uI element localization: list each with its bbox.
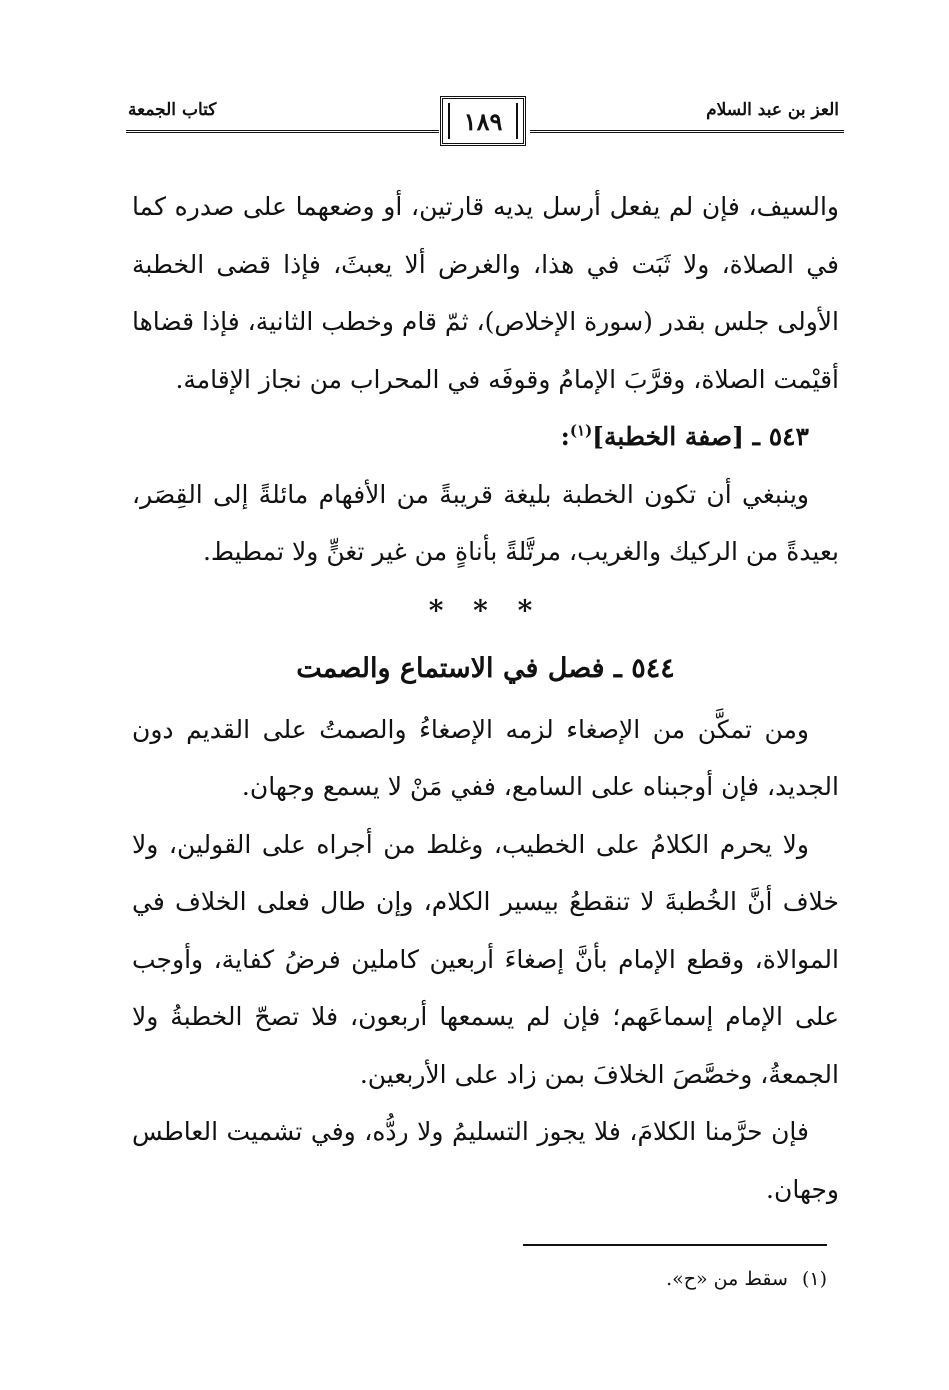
footnote-number: (١) xyxy=(801,1268,827,1290)
footnote-reference: (١) xyxy=(569,421,593,440)
paragraph-speech-ruling: ولا يحرم الكلامُ على الخطيب، وغلط من أجراه على القولين، ولا خلاف أنَّ الخُطبةَ لا تنقطعُ بيسير الكلام، وإن طال فعلى الخلاف في الموالاة، وقطع الإمام بأنَّ إصغاءَ أربعين كاملين فرضُ كفاية، وأوجب على الإمام إسماعَهم؛ فإن لم يسمعها أربعون، فلا تصحّ الخطبةُ ولا الجمعةُ، وخصَّصَ الخلافَ بمن زاد على الأربعين. xyxy=(132,829,839,1089)
running-header-book: كتاب الجمعة xyxy=(128,100,217,120)
footnote-separator xyxy=(523,1244,827,1246)
footnote xyxy=(666,1264,827,1294)
page-number-frame xyxy=(440,96,526,146)
header-rule-left xyxy=(126,130,439,133)
paragraph-khutba-quality: وينبغي أن تكون الخطبة بليغة قريبةً من الأفهام مائلةً إلى القِصَر، بعيدةً من الركيك والغريب، مرتَّلةً بأناةٍ من غير تغنٍّ ولا تمطيط. xyxy=(132,479,839,566)
footnote-text: سقط من «ح». xyxy=(666,1268,788,1290)
paragraph-greeting: فإن حرَّمنا الكلامَ، فلا يجوز التسليمُ ولا ردُّه، وفي تشميت العاطس وجهان. xyxy=(132,1117,839,1204)
page-number: ١٨٩ xyxy=(463,106,503,136)
section-heading-543 xyxy=(132,408,839,466)
main-text xyxy=(132,178,839,1218)
chapter-heading-544: ٥٤٤ ـ فصل في الاستماع والصمت xyxy=(296,652,675,684)
running-header-author: العز بن عبد السلام xyxy=(706,100,839,120)
paragraph-listening: ومن تمكَّن من الإصغاء لزمه الإصغاءُ والصمتُ على القديم دون الجديد، فإن أوجبناه على السامع، ففي مَنْ لا يسمع وجهان. xyxy=(132,714,839,801)
section-heading-543-text: ٥٤٣ ـ [صفة الخطبة] xyxy=(592,422,809,451)
paragraph-continuation: والسيف، فإن لم يفعل أرسل يديه قارتين، أو وضعهما على صدره كما في الصلاة، ولا ثَبَت في هذا، والغرض ألا يعبثَ، فإذا قضى الخطبة الأولى جلس بقدر (سورة الإخلاص)، ثمّ قام وخطب الثانية، فإذا قضاها أقيْمت الصلاة، وقرَّبَ الإمامُ وقوفَه في المحراب من نجاز الإقامة. xyxy=(132,192,839,394)
header-rule-right xyxy=(530,130,844,133)
section-divider-stars: * * * xyxy=(428,593,543,627)
section-heading-543-colon: : xyxy=(560,422,570,451)
